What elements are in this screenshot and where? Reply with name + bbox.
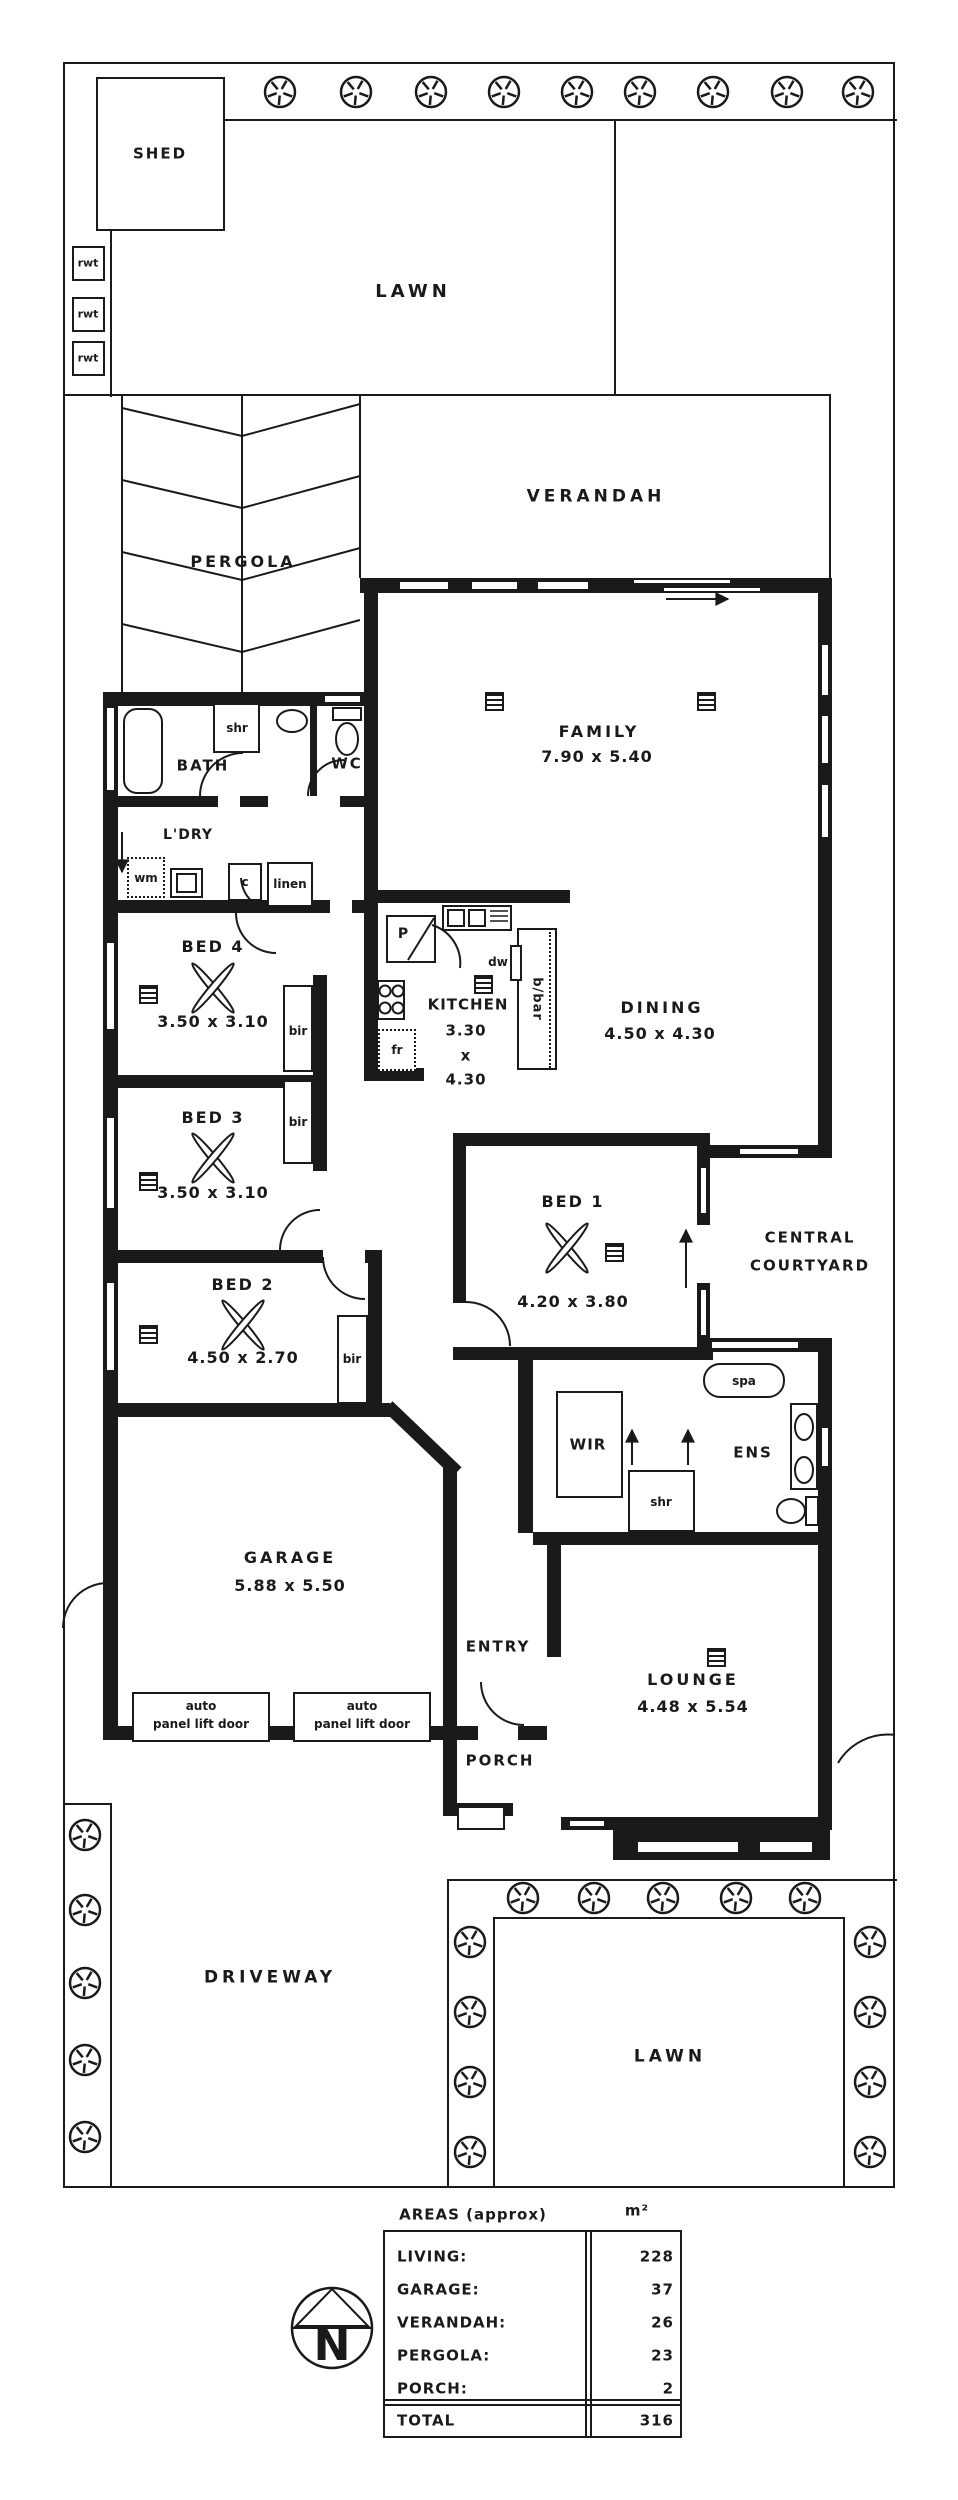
pergola-beam: [122, 476, 360, 508]
shed-label: SHED: [132, 144, 188, 163]
bath-label: BATH: [176, 756, 230, 775]
tree-icon: [70, 1968, 100, 1998]
ceiling-fan-icon: [190, 961, 237, 1015]
ceiling-fan-icon: [220, 1298, 267, 1352]
ceiling-fan-icon: [544, 1221, 591, 1275]
tree-icon: [455, 1927, 485, 1957]
door-swing-arc: [323, 1257, 365, 1299]
lawn-bottom-label: LAWN: [633, 2046, 707, 2067]
north-label: N: [313, 2320, 351, 2371]
wc-label: WC: [331, 754, 363, 773]
garage-label: GARAGE: [243, 1548, 337, 1567]
areas-title: AREAS (approx): [399, 2205, 547, 2224]
areas-row-label: PORCH:: [397, 2379, 468, 2398]
pergola-beam: [122, 404, 360, 436]
family-dims: 7.90 x 5.40: [541, 747, 653, 766]
kitchen-dims-3: 4.30: [445, 1070, 487, 1089]
basin: [795, 1457, 813, 1483]
areas-row-label: LIVING:: [397, 2247, 468, 2266]
areas-row-label: VERANDAH:: [397, 2313, 507, 2332]
bed1-dims: 4.20 x 3.80: [517, 1292, 629, 1311]
family-label: FAMILY: [558, 722, 640, 741]
areas-total-value: 316: [639, 2411, 674, 2430]
door-swing-arc: [432, 925, 460, 968]
door-swing-arc: [200, 753, 243, 796]
tree-icon: [455, 1997, 485, 2027]
dining-label: DINING: [620, 998, 704, 1017]
spa-label: spa: [732, 1374, 756, 1388]
pergola-beam: [122, 620, 360, 652]
wm-label: wm: [134, 871, 158, 885]
garage-door-label-line1: auto: [185, 1699, 217, 1713]
garage-door-label-line2: panel lift door: [313, 1717, 411, 1731]
tree-icon: [70, 2122, 100, 2152]
toilet: [806, 1497, 818, 1525]
areas-row-label: GARAGE:: [397, 2280, 480, 2299]
bed3-dims: 3.50 x 3.10: [157, 1183, 269, 1202]
shower-label: shr: [650, 1495, 672, 1509]
areas-unit: m²: [624, 2201, 650, 2220]
tree-icon: [721, 1883, 751, 1913]
tree-icon: [855, 2067, 885, 2097]
bed1-label: BED 1: [541, 1192, 605, 1211]
tree-icon: [625, 77, 655, 107]
tree-icon: [648, 1883, 678, 1913]
pantry-front: [408, 918, 434, 960]
tree-icon: [489, 77, 519, 107]
verandah-label: VERANDAH: [526, 486, 666, 507]
bed2-label: BED 2: [211, 1275, 275, 1294]
tree-icon: [843, 77, 873, 107]
door-swing-arc: [63, 1583, 108, 1628]
areas-row-label: PERGOLA:: [397, 2346, 491, 2365]
fridge-label: fr: [391, 1043, 403, 1057]
pergola-label: PERGOLA: [190, 552, 296, 571]
lounge-label: LOUNGE: [647, 1670, 739, 1689]
areas-row-value: 23: [651, 2346, 674, 2365]
tree-icon: [855, 2137, 885, 2167]
garage-door-label-line1: auto: [346, 1699, 378, 1713]
areas-row-value: 228: [639, 2247, 674, 2266]
courtyard-label-1: CENTRAL: [764, 1228, 856, 1247]
garage-dims: 5.88 x 5.50: [234, 1576, 346, 1595]
wardrobe-shelf: [557, 1392, 622, 1497]
rwt-label: rwt: [77, 307, 99, 321]
porch-label: PORCH: [465, 1751, 535, 1770]
tree-icon: [698, 77, 728, 107]
tree-icon: [455, 2067, 485, 2097]
cooktop-burner: [380, 1003, 391, 1014]
tree-icon: [455, 2137, 485, 2167]
toilet: [336, 723, 358, 755]
kitchen-dims-2: x: [460, 1046, 472, 1065]
bir-label: bir: [288, 1115, 308, 1129]
bed3-label: BED 3: [181, 1108, 245, 1127]
areas-row-value: 26: [651, 2313, 674, 2332]
door-swing-arc: [241, 875, 276, 911]
ens-label: ENS: [733, 1443, 773, 1462]
breakfast-bar-label: b/bar: [529, 977, 545, 1021]
tree-icon: [70, 1895, 100, 1925]
tree-icon: [508, 1883, 538, 1913]
lounge-dims: 4.48 x 5.54: [637, 1697, 749, 1716]
dining-dims: 4.50 x 4.30: [604, 1024, 716, 1043]
door-swing-arc: [308, 760, 344, 796]
cooktop-burner: [380, 986, 391, 997]
wir-label: WIR: [569, 1435, 607, 1454]
toilet: [333, 708, 361, 720]
cooktop-burner: [393, 986, 404, 997]
linen-label: linen: [273, 877, 307, 891]
bed4-label: BED 4: [181, 937, 245, 956]
ceiling-fan-icon: [190, 1131, 237, 1185]
tree-icon: [416, 77, 446, 107]
door-swing-arc: [481, 1682, 524, 1725]
tree-icon: [562, 77, 592, 107]
tree-icon: [265, 77, 295, 107]
bir-label: bir: [342, 1352, 362, 1366]
areas-total-label: TOTAL: [397, 2411, 456, 2430]
tree-icon: [855, 1927, 885, 1957]
laundry-label: L'DRY: [163, 827, 213, 843]
driveway-label: DRIVEWAY: [203, 1967, 337, 1988]
tree-icon: [70, 2045, 100, 2075]
areas-row-value: 2: [662, 2379, 674, 2398]
tree-icon: [790, 1883, 820, 1913]
kitchen-label: KITCHEN: [427, 995, 509, 1014]
areas-row-value: 37: [651, 2280, 674, 2299]
entry-label: ENTRY: [465, 1637, 531, 1656]
pantry-label: P: [397, 926, 409, 942]
door-swing-arc: [236, 913, 276, 953]
tree-icon: [855, 1997, 885, 2027]
tree-icon: [579, 1883, 609, 1913]
cupboard-label: c: [241, 875, 249, 889]
toilet: [777, 1499, 805, 1523]
rwt-label: rwt: [77, 256, 99, 270]
rwt-label: rwt: [77, 351, 99, 365]
door-swing-arc: [280, 1210, 320, 1250]
wall: [388, 1406, 457, 1472]
bed4-dims: 3.50 x 3.10: [157, 1012, 269, 1031]
courtyard-label-2: COURTYARD: [749, 1256, 871, 1275]
tree-icon: [341, 77, 371, 107]
lawn-top-label: LAWN: [375, 281, 451, 302]
bir-label: bir: [288, 1024, 308, 1038]
pergola-beam: [122, 548, 360, 580]
basin: [795, 1414, 813, 1440]
dishwasher-label: dw: [488, 955, 508, 969]
shower-label: shr: [226, 721, 248, 735]
door-swing-arc: [466, 1302, 510, 1346]
tree-icon: [772, 77, 802, 107]
garage-door-label-line2: panel lift door: [152, 1717, 250, 1731]
bed2-dims: 4.50 x 2.70: [187, 1348, 299, 1367]
north-compass-icon: [292, 2288, 372, 2371]
kitchen-dims-1: 3.30: [445, 1021, 487, 1040]
basin: [277, 710, 307, 732]
tree-icon: [70, 1820, 100, 1850]
cooktop-burner: [393, 1003, 404, 1014]
door-swing-arc: [838, 1735, 895, 1763]
